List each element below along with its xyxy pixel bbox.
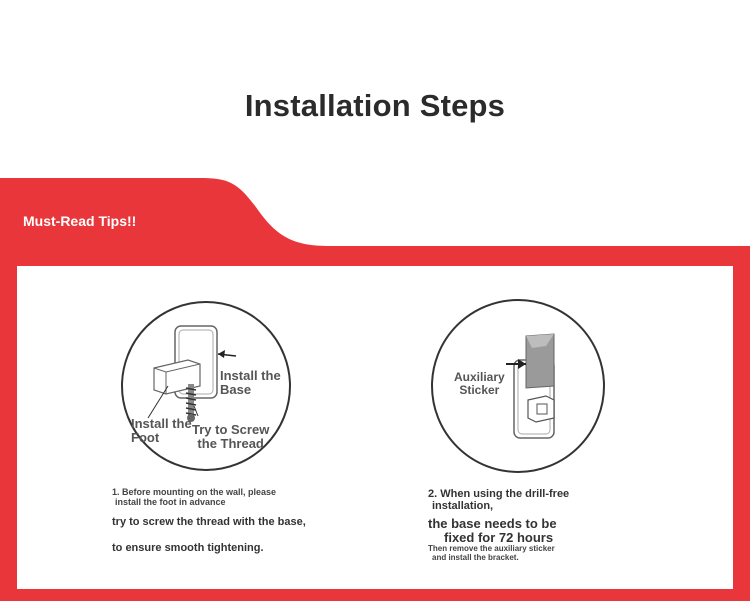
must-read-tips-label: Must-Read Tips!! [23, 213, 137, 229]
step2-small-line1: Then remove the auxiliary sticker [428, 544, 555, 553]
install-base-label: Install the Base [220, 368, 281, 397]
screw-thread-label: Try to Screw the Thread [192, 422, 270, 451]
step1-text-line2: to ensure smooth tightening. [112, 542, 264, 554]
step2-heading-line2: installation, [432, 500, 494, 512]
step1-note-line1: 1. Before mounting on the wall, please [112, 487, 277, 497]
step1-note-line2: install the foot in advance [115, 497, 226, 507]
step2-small-line2: and install the bracket. [432, 553, 519, 562]
step2-heading-line1: 2. When using the drill-free [428, 488, 570, 500]
auxiliary-sticker-label: Auxiliary Sticker [454, 370, 505, 397]
install-foot-label: Install the Foot [131, 416, 192, 445]
step1-text-line1: try to screw the thread with the base, [112, 516, 306, 528]
page-title: Installation Steps [244, 88, 506, 123]
step2-big-line1: the base needs to be [428, 516, 557, 531]
step2-big-line2: fixed for 72 hours [444, 530, 554, 545]
